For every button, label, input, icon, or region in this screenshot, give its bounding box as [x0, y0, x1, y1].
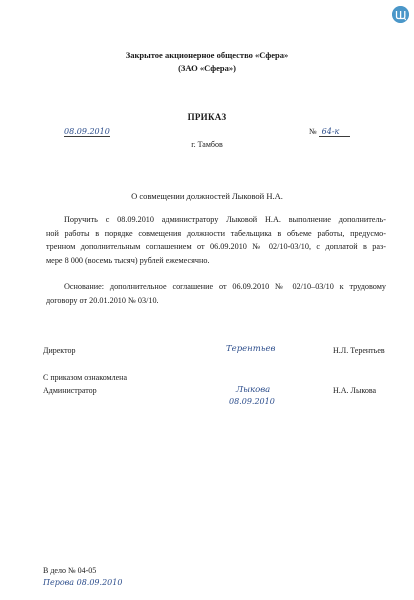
- order-number: [309, 127, 350, 137]
- order-number-value: 64-к: [319, 127, 350, 137]
- watermark-logo-icon: [392, 6, 409, 23]
- file-signature: Перова 08.09.2010: [43, 578, 123, 587]
- paragraph-line: тренном дополнительным соглашением от 06.09.2010 № 02/10-03/10, с доплатой в раз-: [46, 242, 386, 251]
- director-signature: Терентьев: [226, 344, 276, 354]
- order-subject: О совмещении должностей Лыковой Н.А.: [131, 191, 283, 201]
- paragraph-line: мере 8 000 (восемь тысяч) рублей ежемесячно.: [46, 255, 210, 265]
- document-title: ПРИКАЗ: [187, 112, 227, 122]
- administrator-title: Администратор: [43, 386, 97, 395]
- order-date: 08.09.2010: [64, 127, 110, 136]
- organization-short-name: (ЗАО «Сфера»): [178, 63, 236, 73]
- organization-name: Закрытое акционерное общество «Сфера»: [125, 50, 289, 60]
- director-name: Н.Л. Терентьев: [333, 346, 385, 355]
- paragraph-line: Основание: дополнительное соглашение от 06.09.2010 № 02/10–03/10 к трудовому: [64, 282, 386, 291]
- paragraph-line: ной работы в порядке совмещения должности табельщика в объеме работы, предусмо-: [46, 228, 386, 238]
- paragraph-line: договору от 20.01.2010 № 03/10.: [46, 295, 159, 305]
- order-number-prefix: №: [309, 127, 317, 136]
- acquainted-label: С приказом ознакомлена: [43, 373, 127, 382]
- order-paragraph-1: [46, 213, 386, 267]
- order-city: г. Тамбов: [191, 140, 223, 149]
- paragraph-line: Поручить с 08.09.2010 администратору Лыковой Н.А. выполнение дополнитель-: [64, 215, 386, 224]
- administrator-signature: Лыкова: [236, 385, 271, 395]
- administrator-sign-date: 08.09.2010: [229, 397, 275, 406]
- order-basis-paragraph: [46, 280, 386, 307]
- director-title: Директор: [43, 346, 76, 355]
- file-note: В дело № 04-05: [43, 566, 97, 575]
- administrator-name: Н.А. Лыкова: [333, 386, 377, 395]
